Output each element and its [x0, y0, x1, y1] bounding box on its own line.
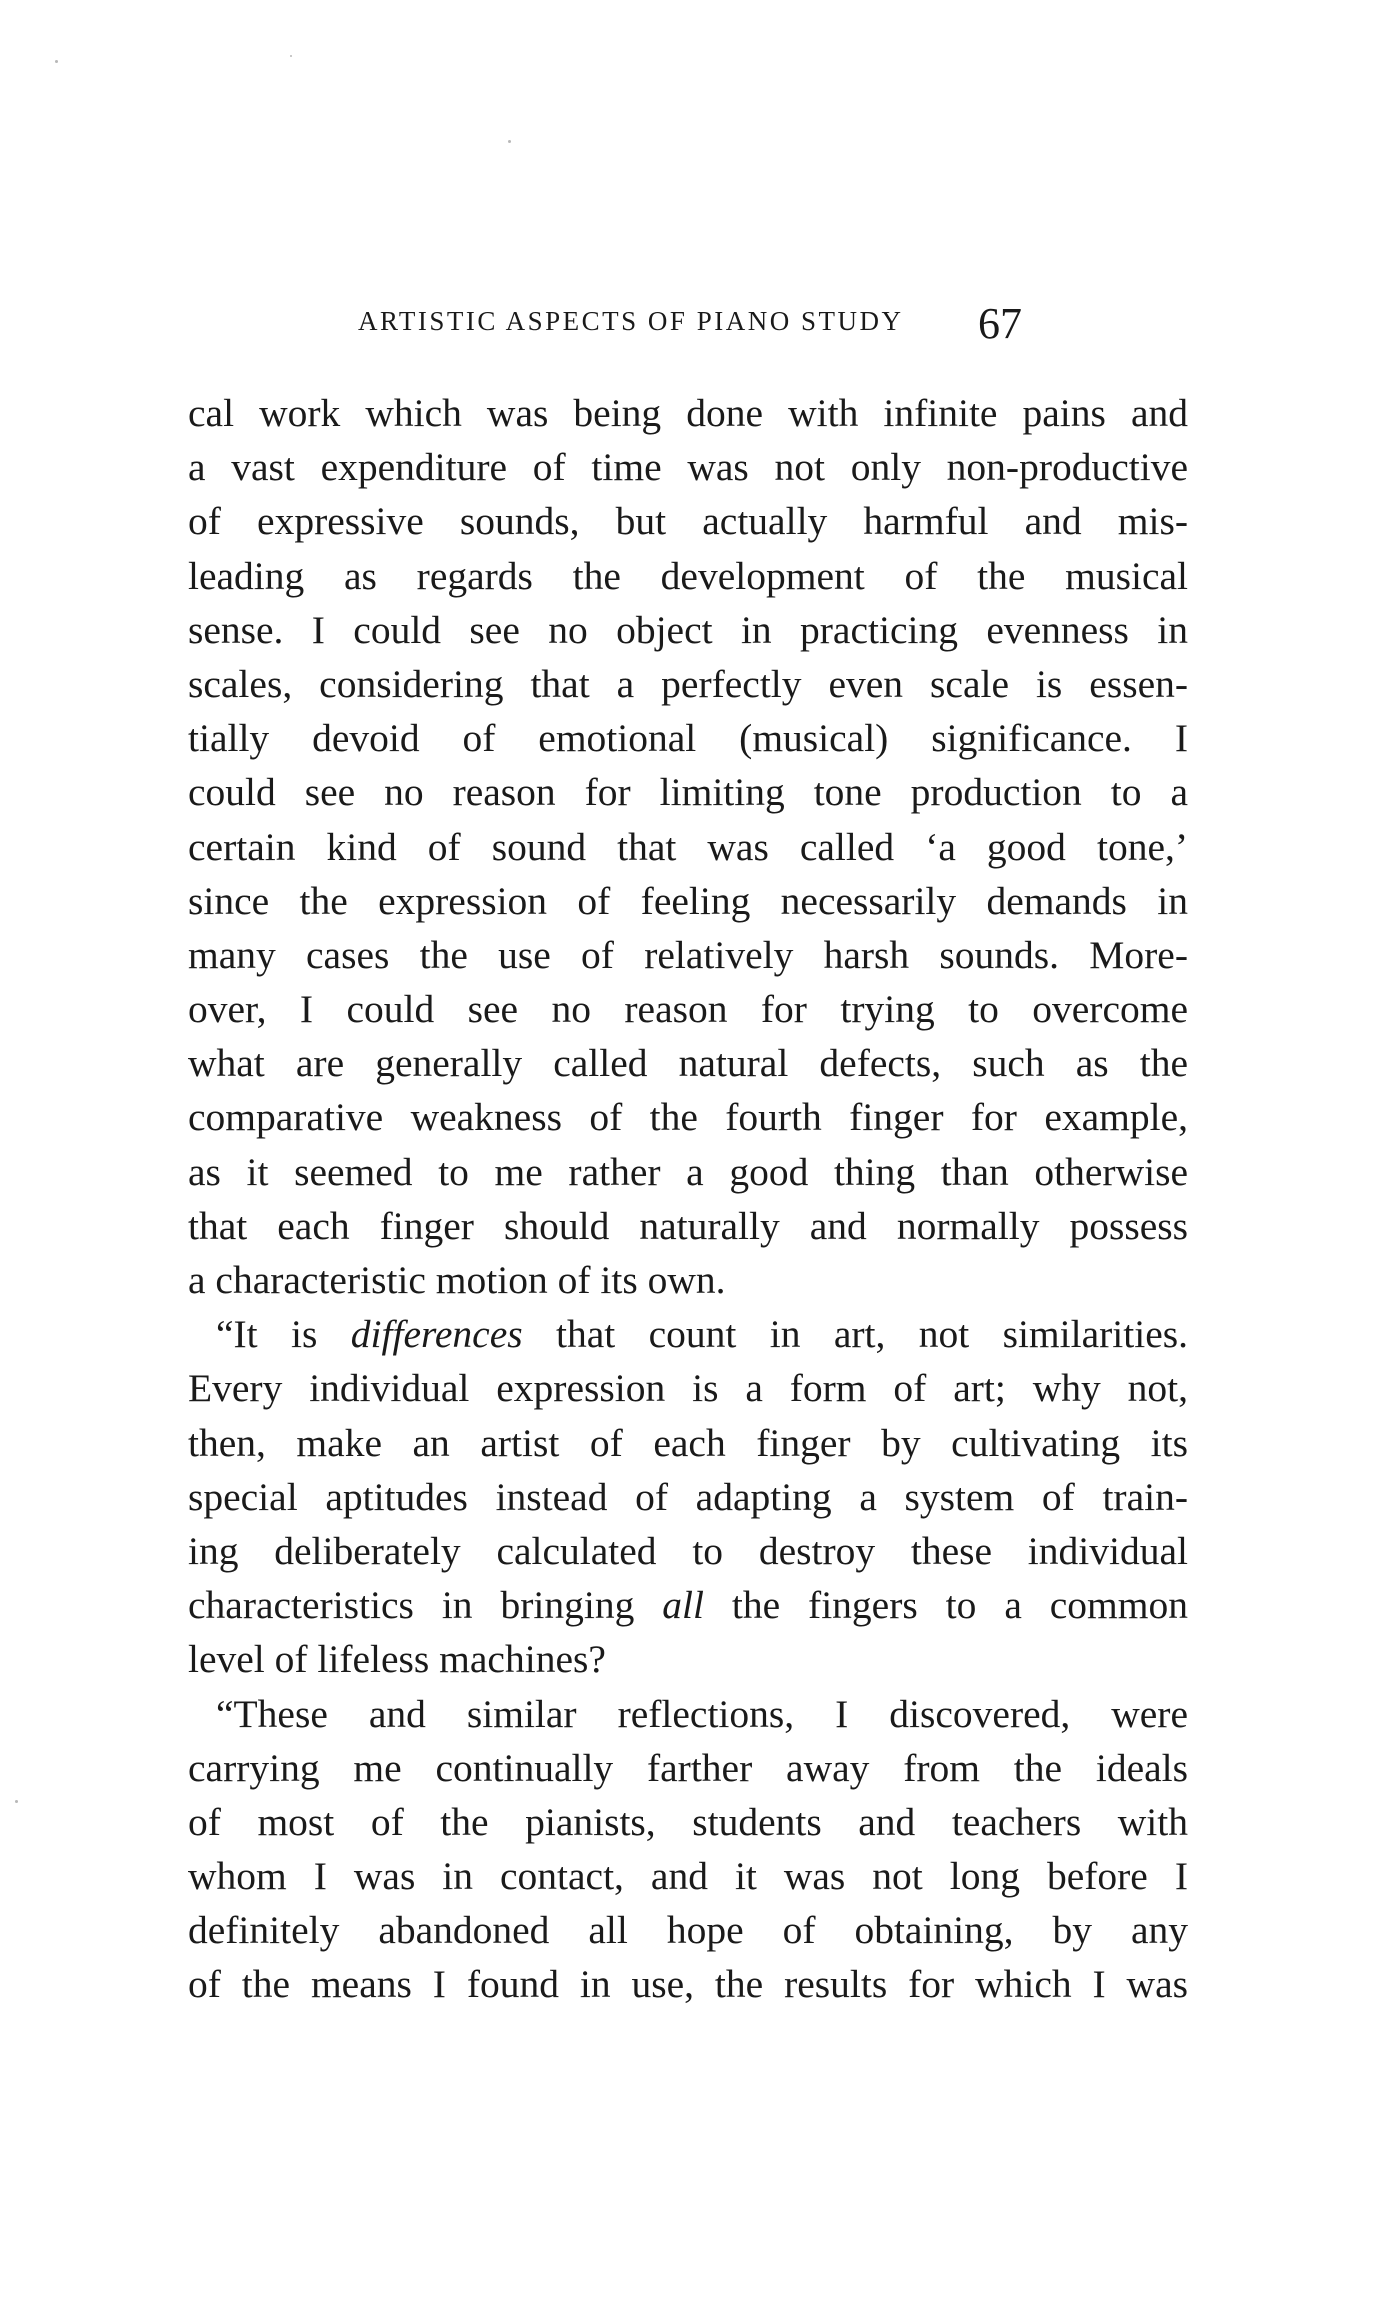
text-line: level of lifeless machines? [188, 1637, 606, 1682]
text-run: the fingers to a common [703, 1583, 1189, 1628]
text-line [188, 1578, 1188, 1632]
text-line: ing deliberately calculated to destroy these individual [188, 1528, 1188, 1573]
running-head [188, 298, 1188, 358]
text-line: of the means I found in use, the results for which I was [188, 1962, 1188, 2007]
text-line: a vast expenditure of time was not only non-productive [188, 445, 1188, 490]
text-line: scales, considering that a perfectly even scale is essen- [188, 661, 1188, 706]
text-line: then, make an artist of each finger by cultivating its [188, 1420, 1188, 1465]
paragraph [188, 1687, 1188, 2012]
text-run: “It is [216, 1312, 351, 1357]
text-line: sense. I could see no object in practicing evenness in [188, 607, 1188, 652]
text-line: many cases the use of relatively harsh sounds. More- [188, 932, 1188, 977]
scan-speck [55, 60, 58, 63]
text-line: what are generally called natural defects, such as the [188, 1041, 1188, 1086]
emphasis-text: all [662, 1583, 704, 1628]
text-line: comparative weakness of the fourth finger for example, [188, 1095, 1188, 1140]
text-line: definitely abandoned all hope of obtaining, by any [188, 1908, 1188, 1953]
text-line: cal work which was being done with infinite pains and [188, 391, 1188, 435]
running-title: ARTISTIC ASPECTS OF PIANO STUDY [358, 306, 904, 336]
text-line: that each finger should naturally and normally possess [188, 1203, 1188, 1248]
body-text [188, 386, 1188, 2012]
text-line: over, I could see no reason for trying to overcome [188, 987, 1188, 1032]
scan-speck [508, 140, 511, 143]
text-line: of expressive sounds, but actually harmful and mis- [188, 499, 1188, 544]
text-run: characteristics in bringing [188, 1583, 663, 1628]
paragraph [188, 386, 1188, 1307]
text-line: since the expression of feeling necessarily demands in [188, 878, 1188, 923]
text-line: carrying me continually farther away from the ideals [188, 1745, 1188, 1790]
text-line: special aptitudes instead of adapting a system of train- [188, 1474, 1188, 1519]
emphasis-text: differences [350, 1312, 523, 1357]
text-line: could see no reason for limiting tone production to a [188, 770, 1188, 815]
text-line: as it seemed to me rather a good thing than otherwise [188, 1149, 1188, 1194]
text-line: certain kind of sound that was called ‘a good tone,’ [188, 824, 1188, 869]
paragraph [188, 1307, 1188, 1686]
text-line [188, 1307, 1188, 1361]
text-line: tially devoid of emotional (musical) significance. I [188, 716, 1188, 761]
page-number: 67 [978, 299, 1022, 348]
scan-speck [15, 1800, 18, 1803]
text-line: of most of the pianists, students and teachers with [188, 1799, 1188, 1844]
text-line: Every individual expression is a form of art; why not, [188, 1366, 1188, 1411]
text-line: leading as regards the development of the musical [188, 553, 1188, 598]
text-line: a characteristic motion of its own. [188, 1258, 726, 1302]
scan-speck [290, 55, 292, 57]
text-line: whom I was in contact, and it was not long before I [188, 1854, 1188, 1899]
text-run: that count in art, not similarities. [522, 1312, 1188, 1357]
text-line: “These and similar reflections, I discovered, were [216, 1691, 1188, 1736]
